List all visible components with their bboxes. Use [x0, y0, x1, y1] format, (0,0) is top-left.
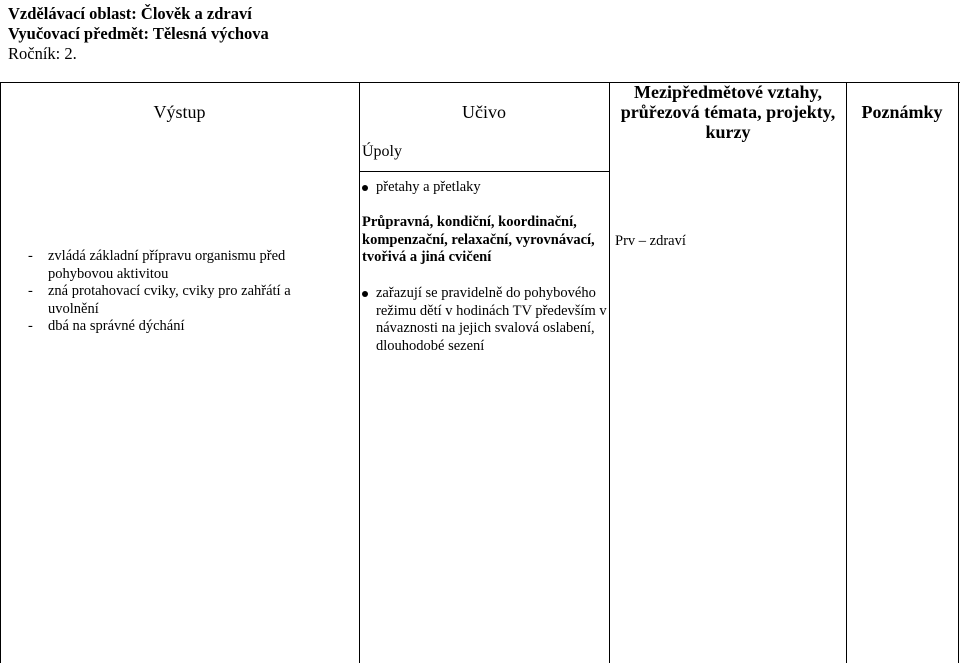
subject-area: Vzdělávací oblast: Člověk a zdraví [8, 4, 252, 23]
ucivo-header-divider [359, 171, 609, 172]
ucivo-section-title: Úpoly [362, 143, 402, 160]
grade: Ročník: 2. [8, 44, 77, 63]
outcome-item: - zvládá základní přípravu organismu před pohybovou aktivitou [28, 248, 318, 283]
header-cross-curricular: Mezipředmětové vztahy, průřezová témata, projekty, kurzy [620, 82, 836, 142]
col-divider-1 [359, 83, 360, 663]
ucivo-section-item-text: přetahy a přetlaky [376, 179, 481, 195]
outcome-item: - dbá na správné dýchání [28, 318, 318, 336]
ucivo-main-item-text: zařazují se pravidelně do pohybového režimu dětí v hodinách TV především v návaznosti na jejich svalová oslabení, dlouhodobé sezení [376, 285, 607, 354]
ucivo-main-item [362, 285, 616, 355]
col-divider-3 [846, 83, 847, 663]
ucivo-main-heading: Průpravná, kondiční, koordinační, kompenzační, relaxační, vyrovnávací, tvořivá a jiná cvičení [362, 214, 595, 265]
col-divider-4 [958, 83, 959, 663]
subject-name: Vyučovací předmět: Tělesná výchova [8, 24, 269, 43]
cross-curricular-link: Prv – zdraví [615, 233, 686, 249]
header-ucivo: Učivo [462, 102, 506, 122]
col-divider-2 [609, 83, 610, 663]
outcome-item: - zná protahovací cviky, cviky pro zahřátí a uvolnění [28, 283, 318, 318]
header-vystup: Výstup [153, 102, 206, 122]
header-notes: Poznámky [861, 102, 943, 122]
col-divider-0 [0, 83, 1, 663]
ucivo-section-item [362, 179, 616, 197]
outcomes-list [28, 248, 318, 336]
